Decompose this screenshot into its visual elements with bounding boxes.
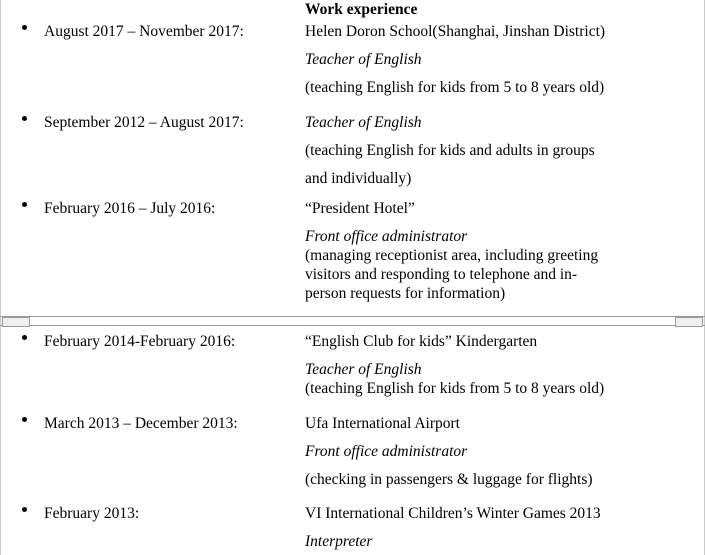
page-break-rule-top	[0, 316, 705, 317]
entry-details	[305, 504, 695, 551]
spacer	[305, 218, 695, 227]
entry-line: (teaching English for kids from 5 to 8 years old)	[305, 380, 605, 397]
entry-line: and individually)	[305, 170, 412, 187]
bullet-icon	[22, 25, 27, 30]
entry-date: February 2013:	[44, 505, 140, 522]
page-break-rule-bottom	[0, 325, 705, 326]
entry-line: (managing receptionist area, including greeting	[305, 247, 599, 264]
entry-line: (teaching English for kids and adults in groups	[305, 142, 595, 159]
spacer	[305, 41, 695, 50]
page-break-separator	[0, 314, 705, 328]
spacer	[305, 132, 695, 141]
spacer	[305, 160, 695, 169]
entry-line: (teaching English for kids from 5 to 8 years old)	[305, 79, 605, 96]
entry-line: Teacher of English	[305, 114, 422, 131]
entry-date: February 2016 – July 2016:	[44, 200, 216, 217]
entry-details	[305, 113, 695, 188]
entry-line: person requests for information)	[305, 285, 506, 302]
entry-line: visitors and responding to telephone and in-	[305, 266, 578, 283]
entry-line: Front office administrator	[305, 443, 468, 460]
entry-date: August 2017 – November 2017:	[44, 23, 244, 40]
entry-date: September 2012 – August 2017:	[44, 114, 244, 131]
entry-line: Interpreter	[305, 533, 373, 550]
entry-line: (checking in passengers & luggage for flights)	[305, 471, 593, 488]
entry-details	[305, 22, 695, 97]
section-heading: Work experience	[305, 1, 418, 18]
page-left-border	[0, 0, 1, 555]
entry-date: March 2013 – December 2013:	[44, 415, 238, 432]
entry-details	[305, 332, 695, 398]
entry-line: Ufa International Airport	[305, 415, 460, 432]
entry-line: Helen Doron School(Shanghai, Jinshan District)	[305, 23, 606, 40]
spacer	[305, 523, 695, 532]
page-break-handle-left[interactable]	[2, 317, 30, 327]
entry-details	[305, 199, 695, 303]
bullet-icon	[22, 202, 27, 207]
bullet-icon	[22, 507, 27, 512]
bullet-icon	[22, 417, 27, 422]
page-break-handle-right[interactable]	[675, 317, 703, 327]
spacer	[305, 433, 695, 442]
spacer	[305, 351, 695, 360]
entry-line: “English Club for kids” Kindergarten	[305, 333, 538, 350]
entry-line: VI International Children’s Winter Games 2013	[305, 505, 601, 522]
entry-date: February 2014-February 2016:	[44, 333, 236, 350]
entry-line: Front office administrator	[305, 228, 468, 245]
bullet-icon	[22, 335, 27, 340]
spacer	[305, 69, 695, 78]
entry-line: “President Hotel”	[305, 200, 415, 217]
entry-line: Teacher of English	[305, 361, 422, 378]
entry-details	[305, 414, 695, 489]
spacer	[305, 461, 695, 470]
entry-line: Teacher of English	[305, 51, 422, 68]
bullet-icon	[22, 116, 27, 121]
